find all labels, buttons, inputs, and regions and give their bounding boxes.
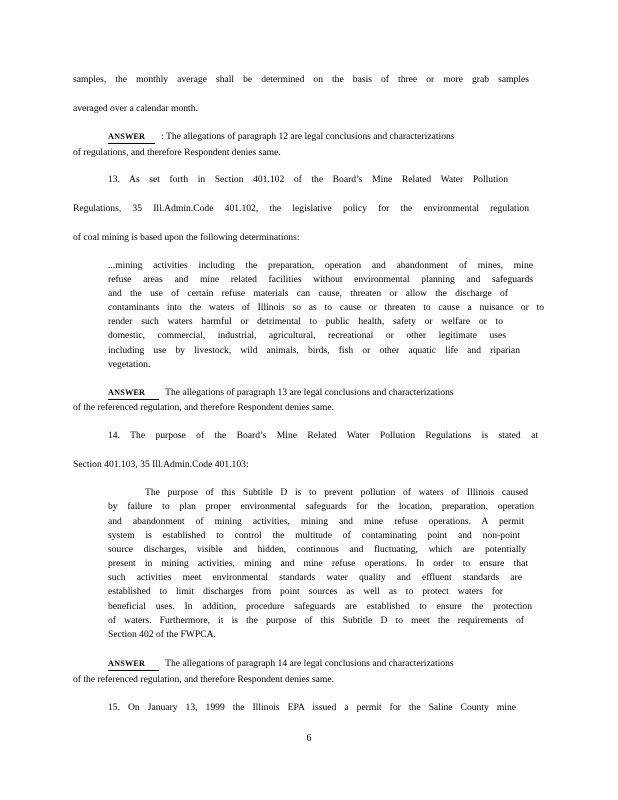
answer-paragraph-12 bbox=[108, 131, 528, 144]
answer-label: ANSWER bbox=[108, 387, 159, 400]
text-line: The allegations of paragraph 13 are legal conclusions and characterizations bbox=[165, 387, 454, 398]
text-line: Regulations, 35 Ill.Admin.Code 401.102, the legislative policy for the environmental regulation bbox=[73, 203, 529, 214]
quote-line: ...mining activities including the preparation, operation and abandonment of mines, mine bbox=[108, 260, 533, 271]
quote-line: domestic, commercial, industrial, agricultural, recreational or other legitimate uses bbox=[108, 330, 506, 341]
quote-line: including use by livestock, wild animals, birds, fish or other aquatic life and riparian bbox=[108, 345, 520, 356]
quote-line: of waters. Furthermore, it is the purpose of this Subtitle D to meet the requirements of bbox=[108, 615, 524, 626]
text-line: averaged over a calendar month. bbox=[73, 103, 198, 114]
text-line: samples, the monthly average shall be determined on the basis of three or more grab samples bbox=[73, 74, 529, 85]
text-line: of coal mining is based upon the following determinations: bbox=[73, 232, 300, 243]
answer-label: ANSWER bbox=[108, 658, 159, 671]
quote-line: and the use of certain refuse materials can cause, threaten or allow the discharge of bbox=[108, 288, 508, 299]
quote-line: and abandonment of mining activities, mining and mine refuse operations. A permit bbox=[108, 516, 524, 527]
quote-line: vegetation. bbox=[108, 359, 151, 370]
quote-line: Section 402 of the FWPCA. bbox=[108, 629, 216, 640]
answer-paragraph-13 bbox=[108, 387, 454, 400]
quote-line: beneficial uses. In addition, procedure safeguards are established to ensure the protection bbox=[108, 601, 532, 612]
answer-paragraph-14 bbox=[108, 658, 454, 671]
quote-line: such activities meet environmental standards water quality and effluent standards are bbox=[108, 572, 522, 583]
paragraph-13: 13. As set forth in Section 401.102 of the Board’s Mine Related Water Pollution bbox=[108, 174, 508, 185]
quote-line: The purpose of this Subtitle D is to prevent pollution of waters of Illinois caused bbox=[145, 487, 528, 498]
text-line: Section 401.103, 35 Ill.Admin.Code 401.103: bbox=[73, 459, 249, 470]
answer-label: ANSWER bbox=[108, 131, 155, 144]
quote-line: system is established to control the multitude of contaminating point and non-point bbox=[108, 530, 520, 541]
text-line: : The allegations of paragraph 12 are legal conclusions and characterizations bbox=[161, 131, 455, 142]
quote-line: refuse areas and mine related facilities without environmental planning and safeguards bbox=[108, 274, 533, 285]
text-line: The allegations of paragraph 14 are legal conclusions and characterizations bbox=[165, 658, 454, 669]
text-line: of regulations, and therefore Respondent denies same. bbox=[73, 147, 281, 158]
paragraph-15: 15. On January 13, 1999 the Illinois EPA issued a permit for the Saline County mine bbox=[108, 702, 516, 713]
quote-line: present in mining activities, mining and mine refuse operations. In order to ensure that bbox=[108, 558, 528, 569]
paragraph-14: 14. The purpose of the Board’s Mine Related Water Pollution Regulations is stated at bbox=[108, 430, 538, 441]
quote-line: established to limit discharges from point sources as well as to protect waters for bbox=[108, 586, 503, 597]
quote-line: source discharges, visible and hidden, continuous and fluctuating, which are potentially bbox=[108, 544, 526, 555]
text-line: of the referenced regulation, and therefore Respondent denies same. bbox=[73, 674, 335, 685]
quote-line: contaminants into the waters of Illinois so as to cause or threaten to cause a nuisance or to bbox=[108, 302, 544, 313]
quote-line: render such waters harmful or detrimental to public health, safety or welfare or to bbox=[108, 316, 503, 327]
page-number: 6 bbox=[306, 733, 312, 744]
quote-line: by failure to plan proper environmental safeguards for the location, preparation, operation bbox=[108, 501, 534, 512]
text-line: of the referenced regulation, and therefore Respondent denies same. bbox=[73, 402, 335, 413]
